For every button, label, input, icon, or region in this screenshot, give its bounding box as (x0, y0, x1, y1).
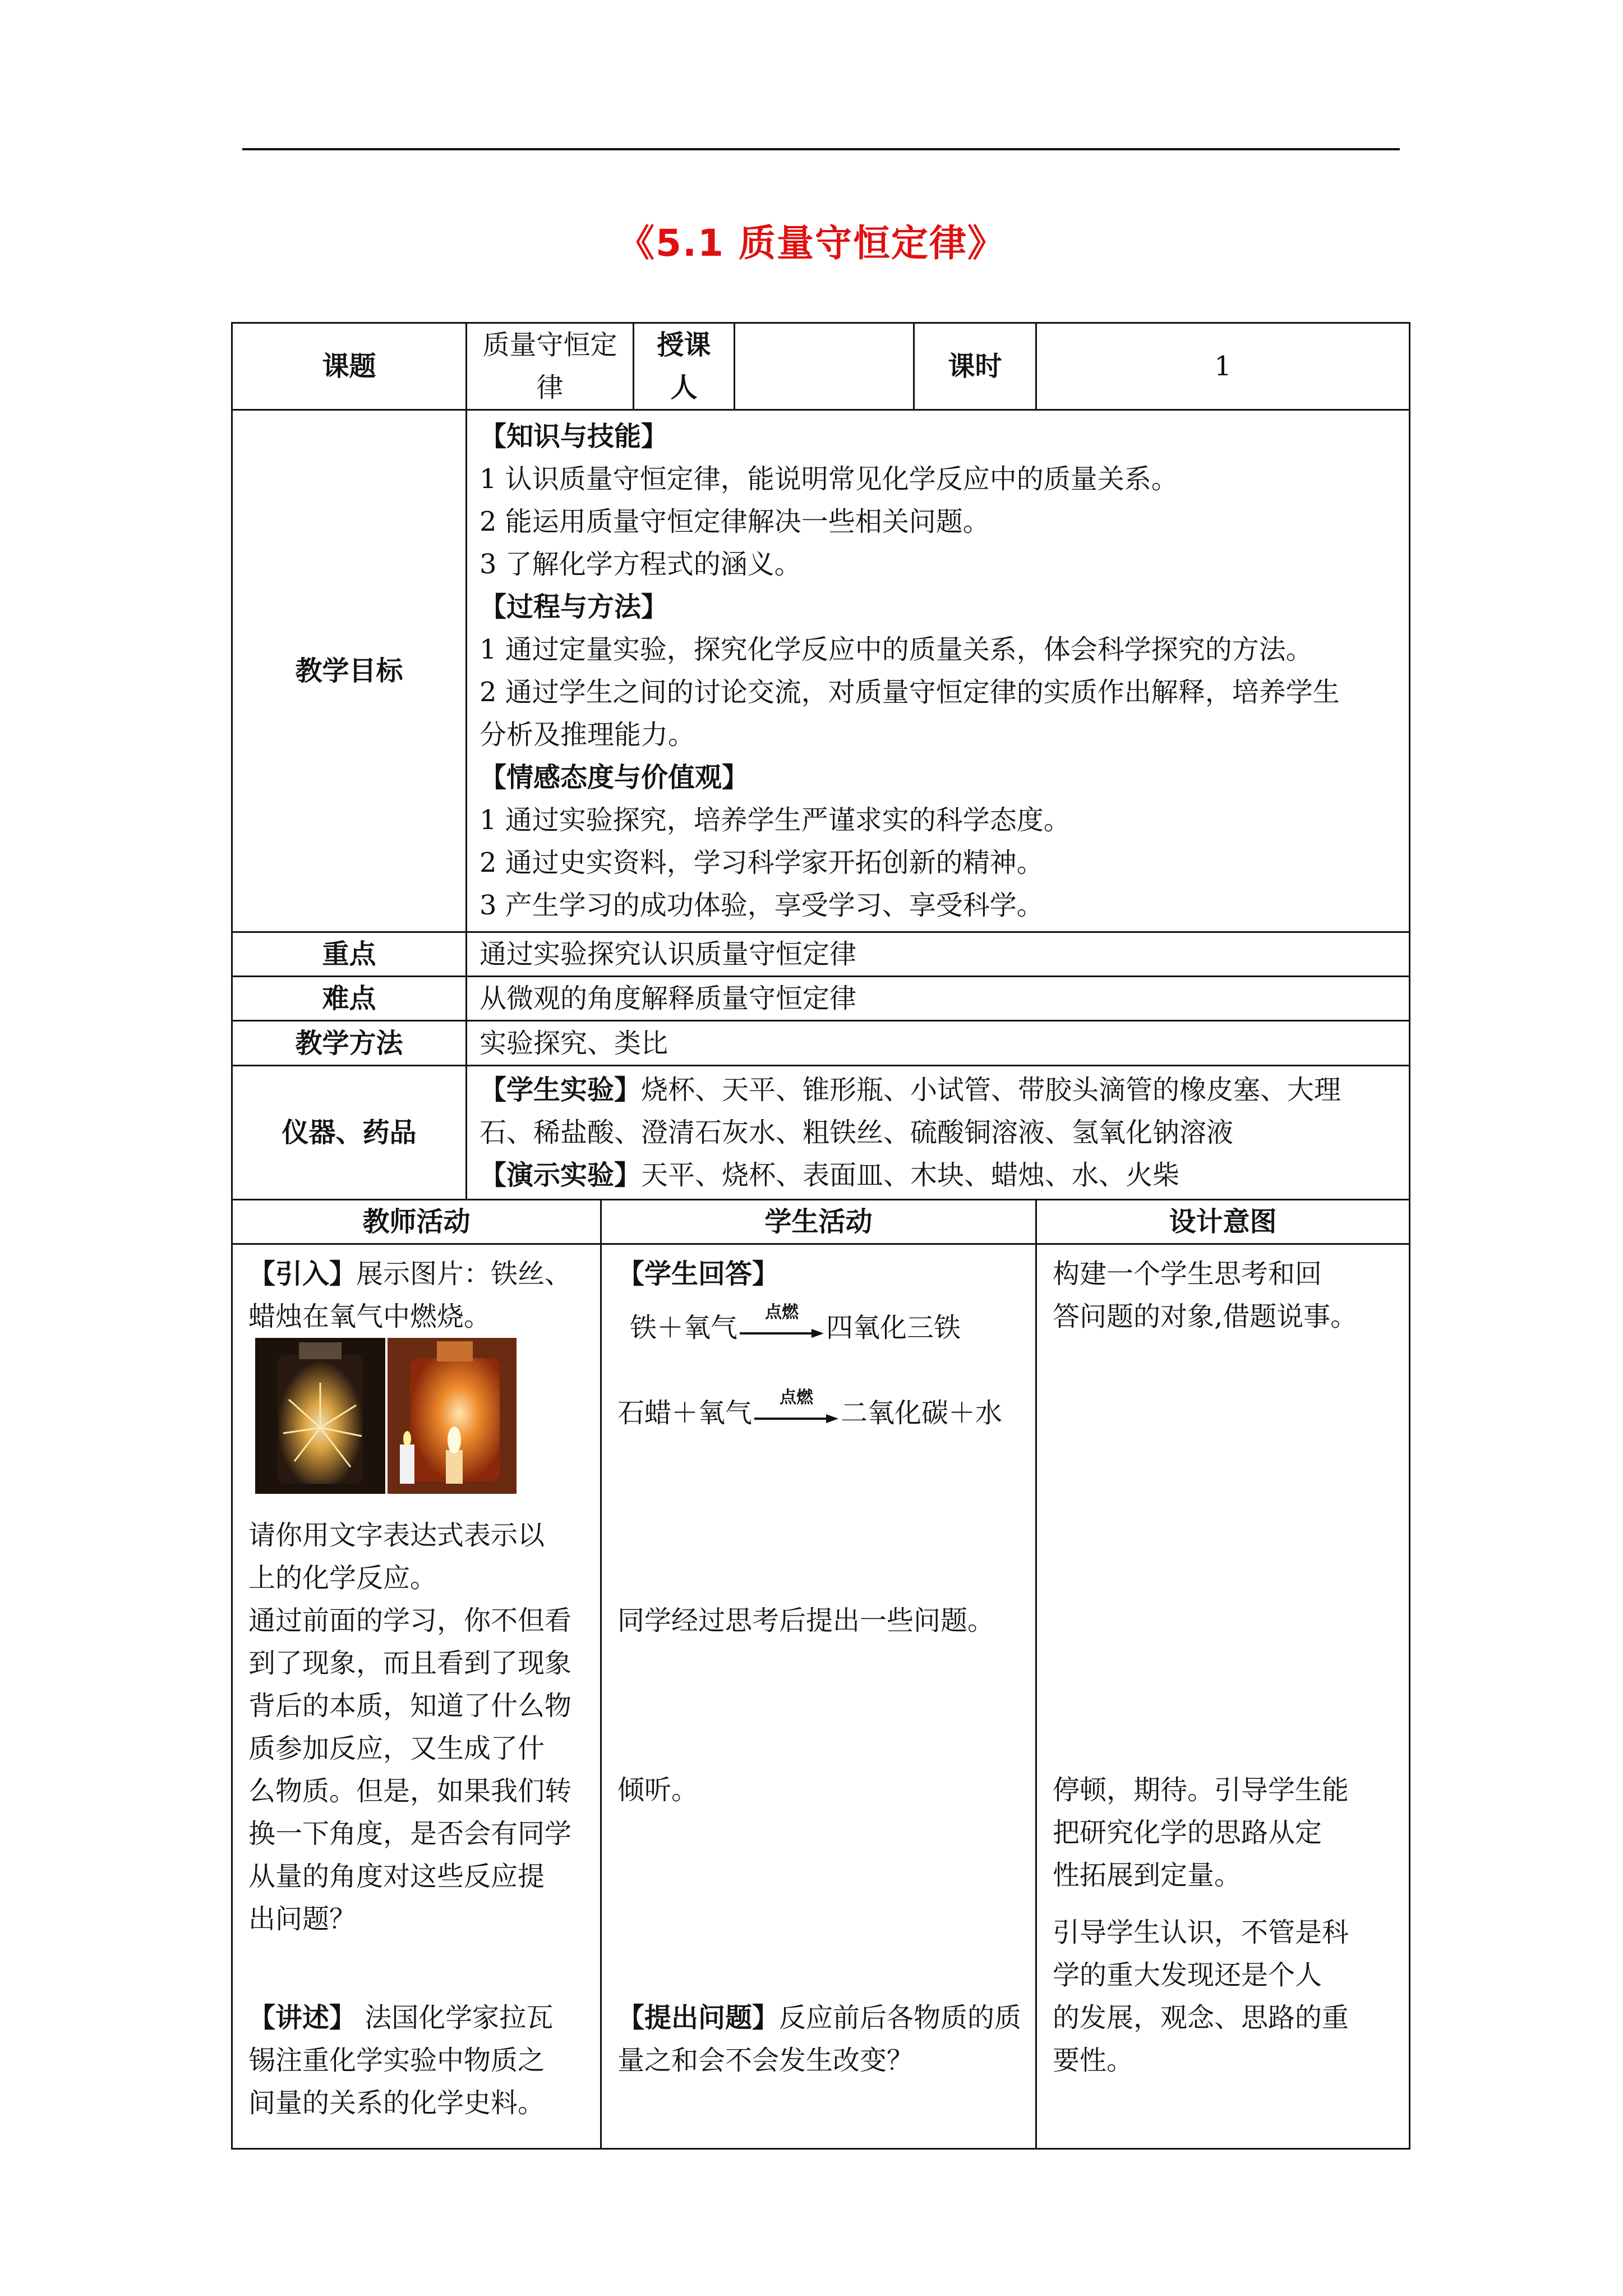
objective-item: 分析及推理能力。 (479, 719, 695, 751)
intro-line: 展示图片：铁丝、 (356, 1258, 572, 1290)
objective-item: 1 认识质量守恒定律，能说明常见化学反应中的质量关系。 (479, 463, 1178, 495)
objective-heading: 【知识与技能】 (479, 421, 668, 452)
objective-item: 2 通过学生之间的讨论交流，对质量守恒定律的实质作出解释，培养学生 (479, 677, 1340, 708)
key-point-row (232, 932, 1410, 977)
difficulty-value: 从微观的角度解释质量守恒定律 (467, 977, 1410, 1021)
design-block-2 (1053, 1769, 1396, 1897)
prompt-line: 背后的本质，知道了什么物 (248, 1690, 572, 1722)
objective-item: 2 能运用质量守恒定律解决一些相关问题。 (479, 506, 990, 537)
condition-label: 点燃 (780, 1387, 814, 1407)
design-block-3 (1053, 1911, 1396, 2082)
design-line: 把研究化学的思路从定 (1053, 1817, 1322, 1848)
prompt-line: 换一下角度，是否会有同学 (248, 1818, 572, 1849)
equipment-content (467, 1066, 1410, 1200)
objective-item: 2 通过史实资料，学习科学家开拓创新的精神。 (479, 847, 1044, 878)
reaction-equation-wax (617, 1387, 1003, 1434)
student-listen-text: 倾听。 (617, 1774, 699, 1806)
teacher-label: 授课人 (634, 323, 735, 410)
design-line: 构建一个学生思考和回 (1053, 1258, 1322, 1290)
objective-item: 3 产生学习的成功体验，享受学习、享受科学。 (479, 890, 1044, 921)
method-label: 教学方法 (232, 1021, 467, 1066)
student-experiment-tag: 【学生实验】 (479, 1074, 642, 1106)
lecture-line: 锡注重化学实验中物质之 (248, 2045, 545, 2076)
reaction-reactants: 石蜡＋氧气 (617, 1397, 753, 1429)
topic-label: 课题 (232, 323, 467, 410)
activity-header-row (232, 1200, 1410, 1244)
design-line: 的发展，观念、思路的重 (1053, 2002, 1349, 2033)
key-point-value: 通过实验探究认识质量守恒定律 (467, 932, 1410, 977)
student-experiment-line: 烧杯、天平、锥形瓶、小试管、带胶头滴管的橡皮塞、大理 (641, 1074, 1341, 1106)
activity-row (232, 1244, 1410, 2149)
prompt-line: 质参加反应，又生成了什 (248, 1733, 545, 1764)
method-value: 实验探究、类比 (467, 1021, 1410, 1066)
iron-wire-burning-photo (255, 1338, 385, 1494)
objectives-row (232, 410, 1410, 932)
intro-line: 蜡烛在氧气中燃烧。 (248, 1301, 491, 1332)
prompt-line: 通过前面的学习，你不但看 (248, 1605, 572, 1636)
condition-label: 点燃 (765, 1302, 799, 1322)
student-experiment-line: 石、稀盐酸、澄清石灰水、粗铁丝、硫酸铜溶液、氢氧化钠溶液 (479, 1117, 1234, 1148)
difficulty-row (232, 977, 1410, 1021)
objective-heading: 【情感态度与价值观】 (479, 762, 749, 793)
reaction-equation-iron (630, 1302, 961, 1349)
intro-tag: 【引入】 (248, 1258, 357, 1290)
hours-value: 1 (1036, 323, 1410, 410)
objectives-label: 教学目标 (232, 410, 467, 932)
topic-value: 质量守恒定律 (467, 323, 634, 410)
prompt-line: 到了现象，而且看到了现象 (248, 1648, 572, 1679)
demo-experiment-tag: 【演示实验】 (479, 1159, 642, 1191)
design-line: 要性。 (1053, 2045, 1134, 2076)
design-line: 引导学生认识，不管是科 (1053, 1917, 1349, 1948)
teacher-activity-cell (232, 1244, 601, 2149)
question-block (617, 1996, 1023, 2082)
intro-block (248, 1253, 588, 1338)
equipment-row (232, 1066, 1410, 1200)
teacher-activity-header: 教师活动 (232, 1200, 601, 1244)
reaction-products: 四氧化三铁 (826, 1312, 961, 1343)
equipment-label: 仪器、药品 (232, 1066, 467, 1200)
design-intent-header: 设计意图 (1036, 1200, 1410, 1244)
lecture-block (248, 1996, 588, 2124)
document-title: 《5.1 质量守恒定律》 (617, 222, 1006, 265)
hours-label: 课时 (914, 323, 1036, 410)
design-line: 性拓展到定量。 (1053, 1860, 1242, 1891)
candle-burning-photo (388, 1338, 517, 1494)
design-intent-cell (1036, 1244, 1410, 2149)
reaction-reactants: 铁＋氧气 (630, 1312, 738, 1343)
question-line: 量之和会不会发生改变？ (617, 2045, 914, 2076)
question-tag: 【提出问题】 (617, 2002, 780, 2033)
design-line: 学的重大发现还是个人 (1053, 1959, 1322, 1991)
lecture-tag: 【讲述】 (248, 2002, 357, 2033)
demo-experiment-line: 天平、烧杯、表面皿、木块、蜡烛、水、火柴 (641, 1159, 1180, 1191)
prompt-line: 请你用文字表达式表示以 (248, 1520, 545, 1551)
reaction-arrow (740, 1302, 824, 1347)
question-line: 反应前后各物质的质 (779, 2002, 1022, 2033)
objectives-content (467, 410, 1410, 932)
prompt-line: 么物质。但是，如果我们转 (248, 1775, 572, 1807)
lecture-line: 法国化学家拉瓦 (356, 2002, 554, 2033)
student-answer-tag: 【学生回答】 (617, 1258, 780, 1290)
difficulty-label: 难点 (232, 977, 467, 1021)
design-block-1 (1053, 1253, 1396, 1338)
objective-item: 1 通过定量实验，探究化学反应中的质量关系，体会科学探究的方法。 (479, 634, 1313, 665)
objective-item: 3 了解化学方程式的涵义。 (479, 549, 801, 580)
method-row (232, 1021, 1410, 1066)
student-activity-cell (601, 1244, 1036, 2149)
design-line: 答问题的对象,借题说事。 (1053, 1301, 1358, 1332)
lesson-plan (231, 322, 1409, 2150)
prompt-line: 上的化学反应。 (248, 1562, 437, 1594)
student-think-text: 同学经过思考后提出一些问题。 (617, 1605, 995, 1636)
combustion-photos (255, 1338, 517, 1494)
teacher-value (735, 323, 914, 410)
reaction-arrow (754, 1387, 838, 1432)
prompt-line: 出问题？ (248, 1903, 357, 1935)
header-rule (242, 148, 1400, 150)
header-row (232, 323, 1410, 410)
lesson-plan-table (231, 322, 1410, 2150)
student-activity-header: 学生活动 (601, 1200, 1036, 1244)
prompt-line: 从量的角度对这些反应提 (248, 1861, 545, 1892)
key-point-label: 重点 (232, 932, 467, 977)
reaction-products: 二氧化碳＋水 (841, 1397, 1003, 1429)
prompt-block (248, 1514, 588, 1940)
lecture-line: 间量的关系的化学史料。 (248, 2087, 545, 2119)
design-line: 停顿，期待。引导学生能 (1053, 1774, 1349, 1806)
objective-item: 1 通过实验探究，培养学生严谨求实的科学态度。 (479, 804, 1071, 836)
objective-heading: 【过程与方法】 (479, 591, 668, 623)
